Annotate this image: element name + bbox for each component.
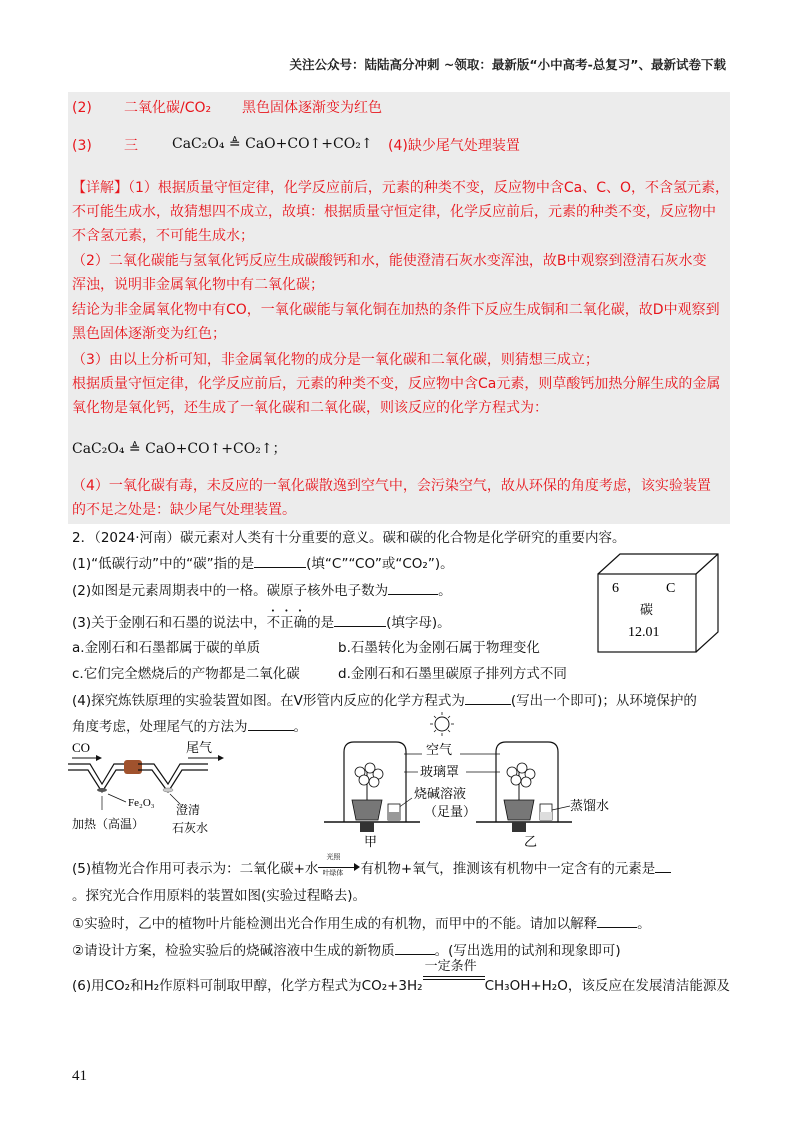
rubber-connector	[124, 760, 142, 774]
q3-text-b: 的是	[307, 615, 335, 631]
element-tile	[596, 552, 724, 656]
label-sufficient: （足量）	[424, 805, 477, 820]
question-2-2	[72, 580, 452, 601]
page-header: 关注公众号：陆陆高分冲刺 ~领取：最新版“小中高考-总复习”、最新试卷下载	[289, 57, 726, 72]
co-arrow	[96, 755, 102, 761]
question-2-5-1	[72, 913, 651, 934]
answer-3-equation: CaC₂O₄ ≜ CaO+CO↑+CO₂↑	[172, 136, 373, 152]
q4-blank-1[interactable]	[465, 690, 511, 705]
explain-line-9: 根据质量守恒定律，化学反应前后，元素的种类不变，反应物中含Ca元素，则草酸钙加热分解生成的金属	[72, 376, 721, 392]
label-heating: 加热（高温）	[72, 817, 145, 831]
label-yi: 乙	[524, 835, 538, 850]
q5-2-blank[interactable]	[395, 940, 435, 955]
q1-text-a: (1)“低碳行动”中的“碳”指的是	[72, 556, 255, 572]
answer-2-phenomenon: 黑色固体逐渐变为红色	[242, 100, 382, 116]
option-b: b.石墨转化为金刚石属于物理变化	[338, 640, 540, 656]
q2-text-b: 。	[438, 583, 452, 599]
page-number: 41	[72, 1068, 87, 1084]
explain-line-4: （2）二氧化碳能与氢氧化钙反应生成碳酸钙和水，能使澄清石灰水变浑浊，故B中观察到澄清石灰水变	[72, 253, 707, 269]
iron-smelting-figure	[68, 738, 268, 842]
q6-cond: 一定条件	[424, 959, 477, 974]
explain-line-12: 的不足之处是：缺少尾气处理装置。	[72, 502, 296, 518]
question-2-6	[72, 959, 730, 996]
label-air: 空气	[426, 743, 453, 758]
q3-text-c: (填字母)。	[386, 615, 451, 631]
option-a: a.金刚石和石墨都属于碳的单质	[72, 640, 261, 656]
q4-blank-2[interactable]	[248, 716, 294, 731]
answer-3-choice: 三	[124, 138, 138, 154]
tile-number: 6	[612, 581, 619, 596]
option-c: c.它们完全燃烧后的产物都是二氧化碳	[72, 666, 300, 682]
option-d: d.金刚石和石墨里碳原子排列方式不同	[338, 666, 567, 682]
q6-reaction-sign	[423, 959, 485, 990]
q3-text-a: (3)关于金刚石和石墨的说法中，	[72, 615, 267, 631]
label-exhaust: 尾气	[186, 741, 213, 756]
q3-blank[interactable]	[334, 612, 386, 627]
q5-1-end: 。	[637, 916, 651, 932]
photosynthesis-figure	[320, 712, 610, 852]
explain-line-7: 黑色固体逐渐变为红色；	[72, 326, 226, 342]
explain-line-11: （4）一氧化碳有毒，未反应的一氧化碳散逸到空气中，会污染空气，故从环保的角度考虑，该实验装置	[72, 478, 711, 494]
q1-blank[interactable]	[254, 553, 306, 568]
explain-line-6: 结论为非金属氧化物中有CO，一氧化碳能与氧化铜在加热的条件下反应生成铜和二氧化碳，故D中观察到	[72, 302, 720, 318]
tile-symbol: C	[666, 581, 676, 596]
q4-text-d: 。	[293, 719, 307, 735]
question-2-4-line-2	[72, 716, 307, 737]
plant-right	[507, 763, 535, 787]
answer-2-number: (2)	[72, 100, 92, 116]
explain-line-8: （3）由以上分析可知，非金属氧化物的成分是一氧化碳和二氧化碳，则猜想三成立；	[72, 352, 599, 368]
plant-left	[355, 763, 383, 787]
label-co: CO	[72, 740, 91, 755]
label-distilled-water: 蒸馏水	[570, 799, 610, 814]
q5-blank-1[interactable]	[655, 858, 671, 873]
q5-2-end: 。(写出选用的试剂和现象即可)	[434, 943, 621, 959]
q1-text-b: (填“C”“CO”或“CO₂”)。	[306, 556, 454, 572]
q6-text-a: (6)用CO₂和H₂作原料可制取甲醇，化学方程式为CO₂+3H₂	[72, 978, 423, 994]
q5-cond-bottom: 叶绿体	[322, 869, 344, 877]
q5-cond-top: 光照	[326, 853, 341, 861]
q5-text-b: 有机物+氧气，推测该有机物中一定含有的元素是	[360, 861, 656, 877]
sun-icon	[430, 712, 454, 736]
q5-2-text: ②请设计方案，检验实验后的烧碱溶液中生成的新物质	[72, 943, 395, 959]
pot-left	[352, 800, 382, 820]
tile-mass: 12.01	[628, 625, 660, 640]
question-2-3	[72, 607, 451, 633]
q4-text-c: 角度考虑，处理尾气的方法为	[72, 719, 248, 735]
q3-emphasis: 不正确	[266, 615, 308, 631]
answer-2-substance: 二氧化碳/CO₂	[124, 100, 212, 116]
q2-text-a: (2)如图是元素周期表中的一格。碳原子核外电子数为	[72, 583, 389, 599]
exhaust-arrow	[218, 755, 224, 761]
answer-3-number: (3)	[72, 138, 92, 154]
q4-text-a: (4)探究炼铁原理的实验装置如图。在V形管内反应的化学方程式为	[72, 693, 465, 709]
q6-text-b: CH₃OH+H₂O，该反应在发展清洁能源及	[484, 978, 730, 994]
explain-line-2: 不可能生成水，故猜想四不成立，故填：根据质量守恒定律，化学反应前后，元素的种类不变，反应物中	[72, 204, 716, 220]
explain-line-3: 不含氢元素，不可能生成水；	[72, 228, 254, 244]
label-limewater-1: 澄清	[176, 803, 201, 817]
label-glass-cover: 玻璃罩	[420, 765, 460, 780]
explain-line-5: 浑浊，说明非金属氧化物中有二氧化碳；	[72, 277, 324, 293]
explain-line-10: 氧化物是氧化钙，还生成了一氧化碳和二氧化碳，则该反应的化学方程式为：	[72, 400, 548, 416]
label-naoh-solution: 烧碱溶液	[414, 787, 467, 802]
label-fe2o3: Fe₂O₃	[128, 797, 155, 809]
tile-name: 碳	[640, 603, 654, 618]
question-2-intro: 2．（2024·河南）碳元素对人类有十分重要的意义。碳和碳的化合物是化学研究的重要内容。	[72, 530, 626, 546]
label-limewater-2: 石灰水	[172, 821, 209, 835]
q2-blank[interactable]	[388, 580, 438, 595]
label-jia: 甲	[364, 835, 378, 850]
answer-4: (4)缺少尾气处理装置	[388, 138, 520, 154]
q5-reaction-arrow	[318, 853, 360, 877]
explain-equation: CaC₂O₄ ≜ CaO+CO↑+CO₂↑；	[72, 441, 287, 457]
question-2-5-line-2: 。探究光合作用原料的装置如图(实验过程略去)。	[72, 888, 367, 904]
pot-right	[504, 800, 534, 820]
question-2-4-line-1	[72, 690, 697, 711]
q5-1-blank[interactable]	[597, 913, 637, 928]
q5-text-a: (5)植物光合作用可表示为：二氧化碳+水	[72, 861, 319, 877]
question-2-1	[72, 553, 454, 574]
q5-1-text: ①实验时，乙中的植物叶片能检测出光合作用生成的有机物，而甲中的不能。请加以解释	[72, 916, 598, 932]
q4-text-b: (写出一个即可)；从环境保护的	[510, 693, 697, 709]
question-2-5-2	[72, 940, 621, 961]
question-2-5-line-1	[72, 853, 671, 879]
explain-line-1: 【详解】（1）根据质量守恒定律，化学反应前后，元素的种类不变，反应物中含Ca、C、O，不含氢元素，	[72, 180, 730, 196]
